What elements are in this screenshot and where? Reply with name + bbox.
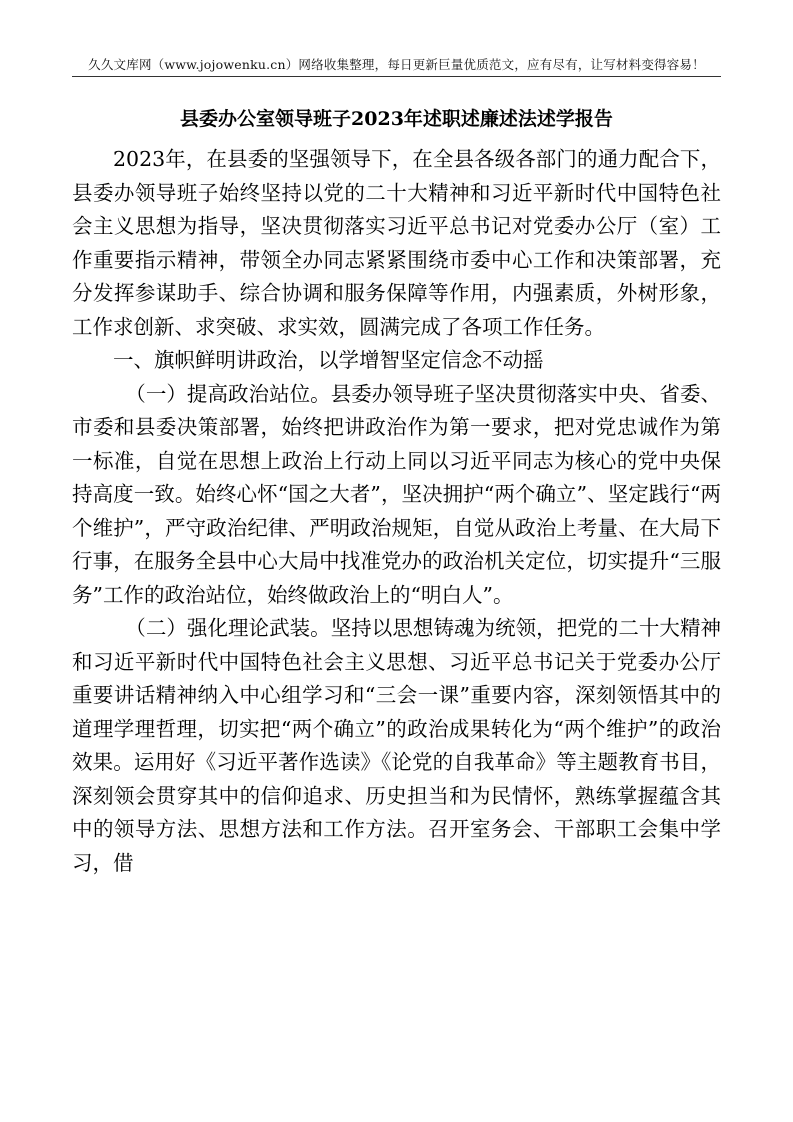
section-heading: 一、旗帜鲜明讲政治，以学增智坚定信念不动摇 [113, 348, 544, 372]
intro-paragraph: 2023年，在县委的坚强领导下，在全县各级各部门的通力配合下，县委办领导班子始终坚持以党的二十大精神和习近平新时代中国特色社会主义思想为指导，坚决贯彻落实习近平总书记对党委办公厅（室）工作重要指示精神，带领全办同志紧紧围绕市委中心工作和决策部署，充分发挥参谋助手、综合协调和服务保障等作用，内强素质，外树形象，工作求创新、求突破、求实效，圆满完成了各项工作任务。 [72, 147, 721, 339]
document-body [72, 143, 721, 880]
document-title: 县委办公室领导班子2023年述职述廉述法述学报告 [180, 108, 613, 130]
header-divider [72, 76, 721, 77]
body-paragraph: （一）提高政治站位。县委办领导班子坚决贯彻落实中央、省委、市委和县委决策部署，始终把讲政治作为第一要求，把对党忠诚作为第一标准，自觉在思想上政治上行动上同以习近平同志为核心的党中央保持高度一致。始终心怀“国之大者”，坚决拥护“两个确立”、坚定践行“两个维护”，严守政治纪律、严明政治规矩，自觉从政治上考量、在大局下行事，在服务全县中心大局中找准党办的政治机关定位，切实提升“三服务”工作的政治站位，始终做政治上的“明白人”。 [72, 381, 721, 607]
body-paragraph: （二）强化理论武装。坚持以思想铸魂为统领，把党的二十大精神和习近平新时代中国特色社会主义思想、习近平总书记关于党委办公厅重要讲话精神纳入中心组学习和“三会一课”重要内容，深刻领悟其中的道理学理哲理，切实把“两个确立”的政治成果转化为“两个维护”的政治效果。运用好《习近平著作选读》《论党的自我革命》等主题教育书目，深刻领会贯穿其中的信仰追求、历史担当和为民情怀，熟练掌握蕴含其中的领导方法、思想方法和工作方法。召开室务会、干部职工会集中学习，借 [72, 616, 721, 875]
page-header-text: 久久文库网（www.jojowenku.cn）网络收集整理，每日更新巨量优质范文，应有尽有，让写材料变得容易！ [88, 57, 705, 72]
